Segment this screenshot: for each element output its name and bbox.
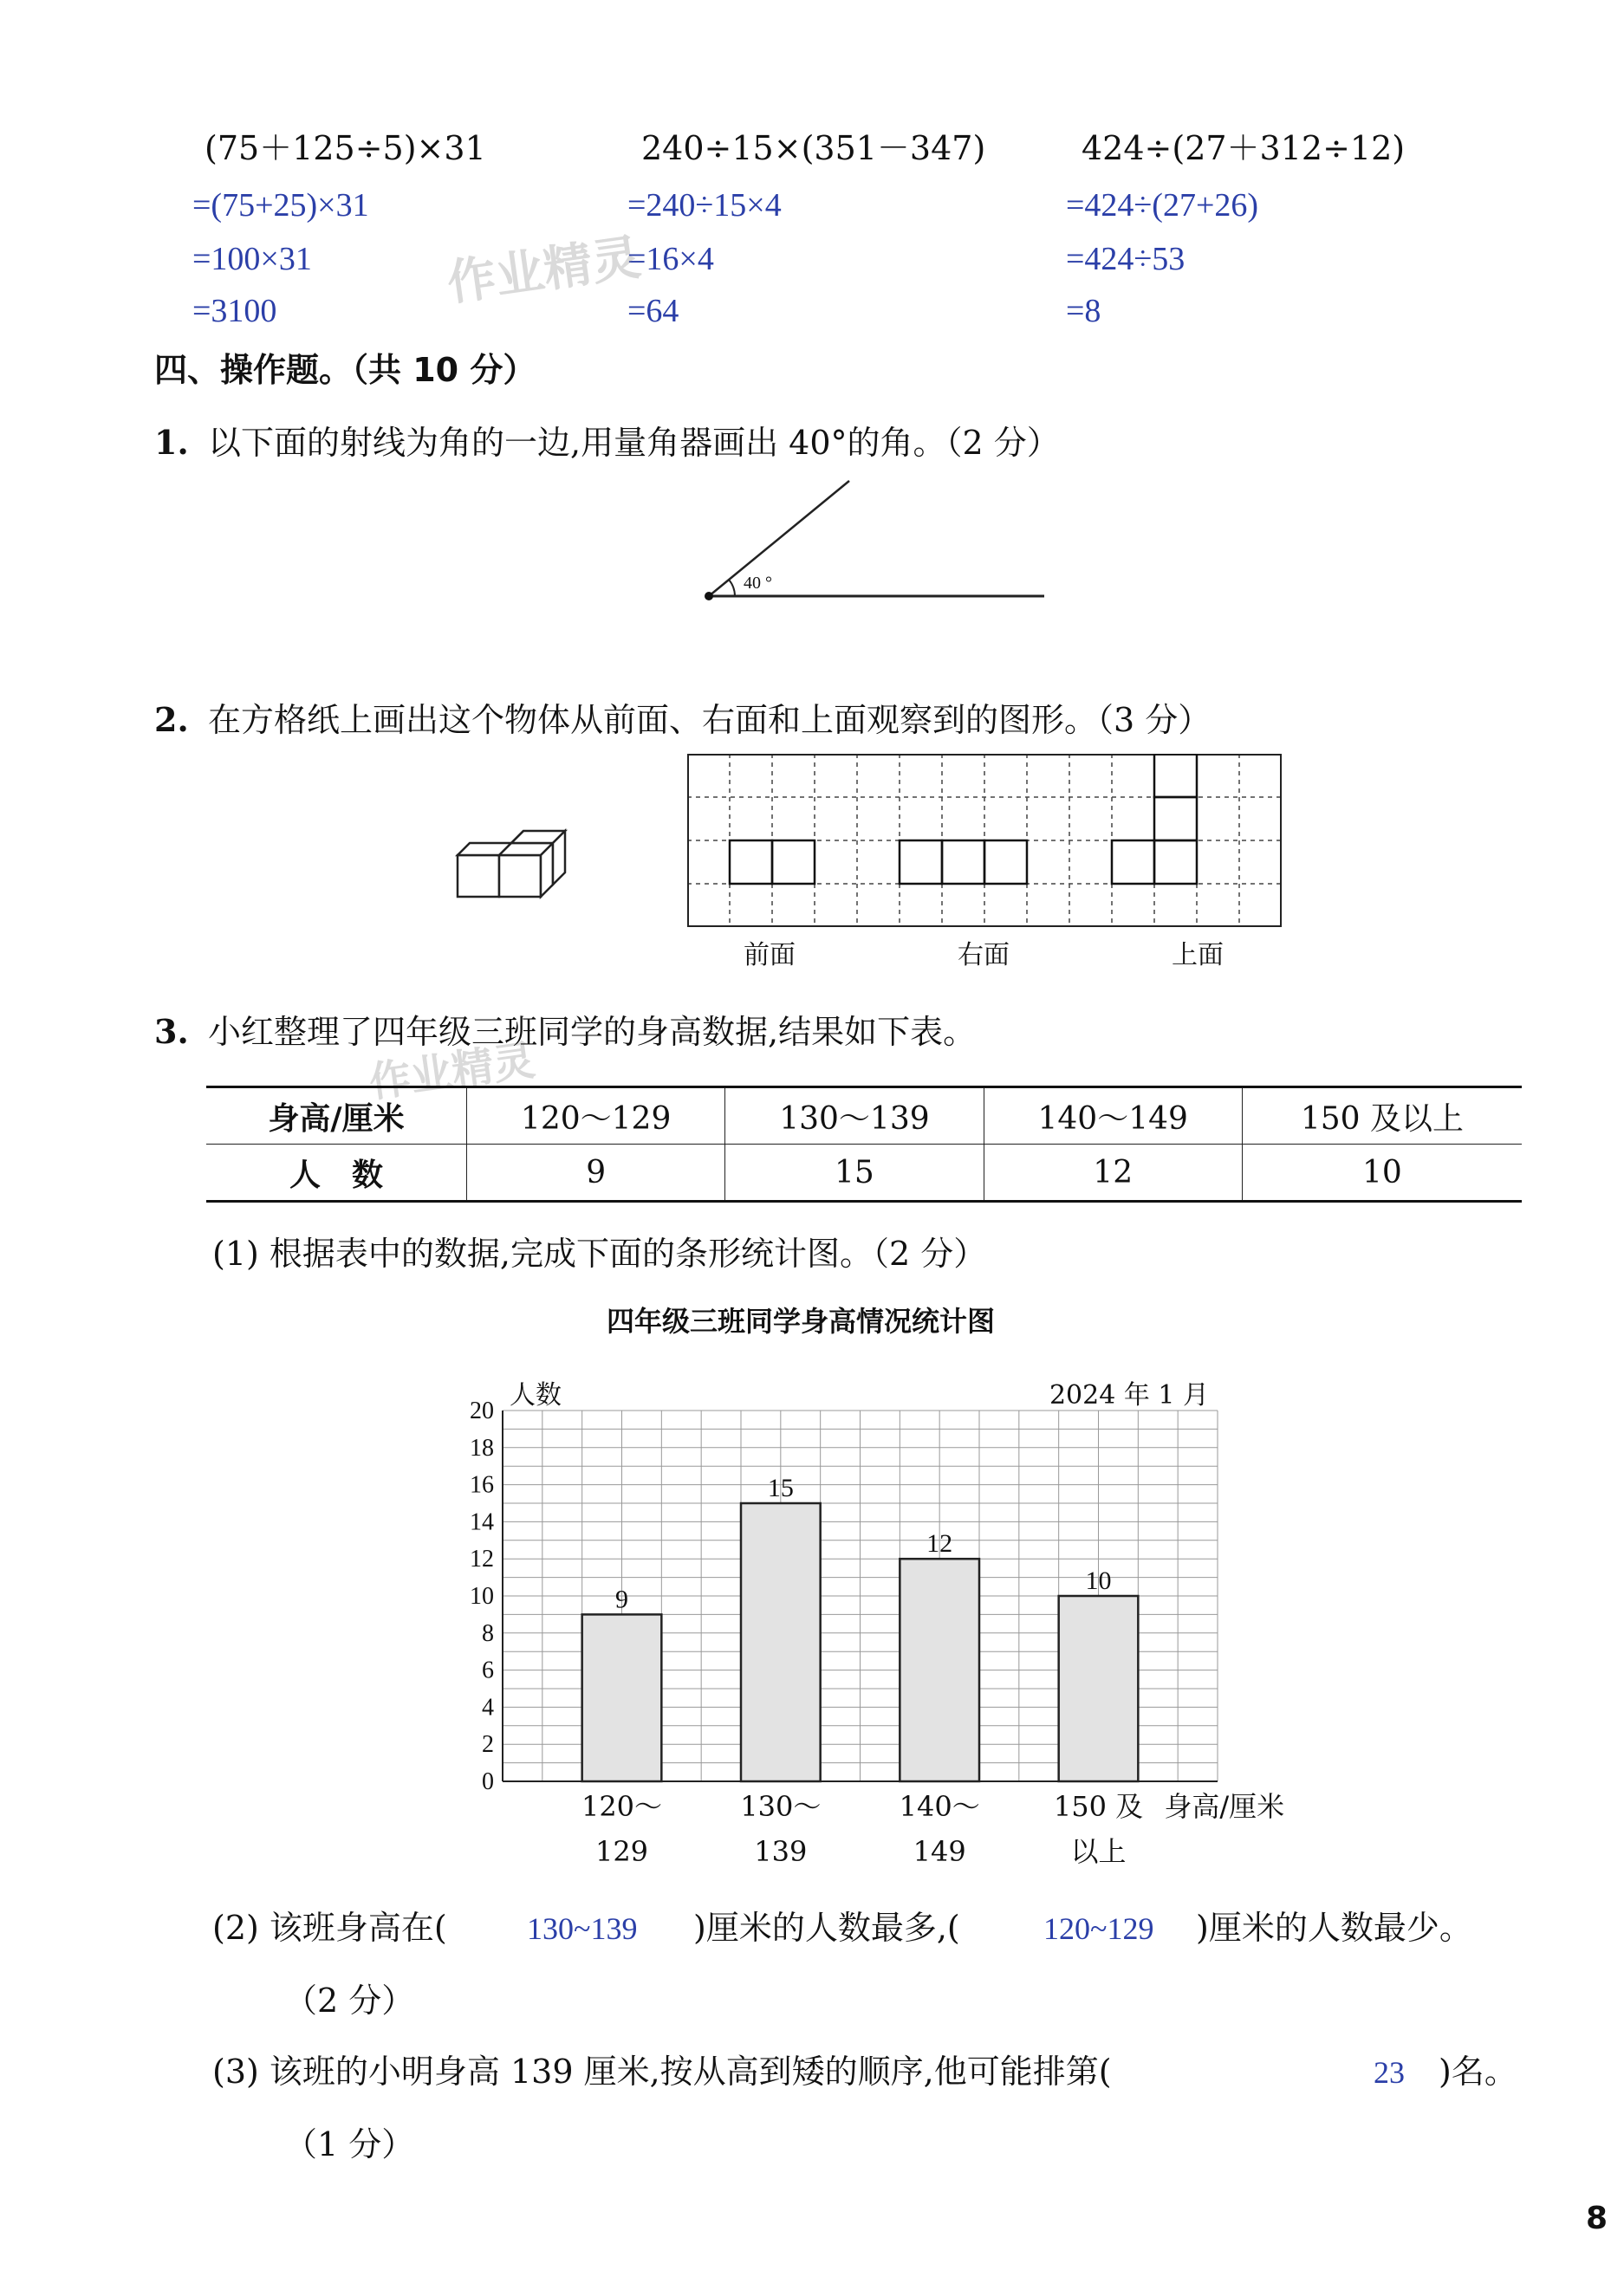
x-axis-label: 身高/厘米 xyxy=(1164,1790,1285,1823)
q2-grid-paper xyxy=(687,754,1285,931)
q3-text: 小红整理了四年级三班同学的身高数据,结果如下表。 xyxy=(208,1013,977,1051)
q3-sub2-answer-1: 130~139 xyxy=(527,1911,638,1946)
calc-3-expression: 424÷(27＋312÷12) xyxy=(1082,129,1406,167)
calc-3-step-1: =424÷(27+26) xyxy=(1066,187,1259,224)
x-category-label: 以上 xyxy=(1070,1835,1127,1868)
y-tick-label: 18 xyxy=(470,1434,494,1462)
y-tick-label: 10 xyxy=(470,1583,494,1610)
bar xyxy=(741,1503,821,1781)
q3-sub1: (1) 根据表中的数据,完成下面的条形统计图。（2 分） xyxy=(212,1235,987,1273)
table-cell: 9 xyxy=(467,1145,725,1202)
ray-40deg xyxy=(709,481,849,596)
bar-value-label: 12 xyxy=(926,1529,953,1559)
bar xyxy=(900,1559,979,1781)
chart-title: 四年级三班同学身高情况统计图 xyxy=(607,1305,996,1338)
q3-sub3-answer: 23 xyxy=(1374,2055,1405,2090)
bar xyxy=(1059,1596,1139,1781)
q1-number: 1. xyxy=(154,423,189,462)
table-row xyxy=(206,1087,1522,1145)
calc-1-step-3: =3100 xyxy=(192,293,277,329)
calc-3-step-2: =424÷53 xyxy=(1066,241,1186,277)
bar-chart xyxy=(433,1352,1387,1871)
y-tick-label: 14 xyxy=(470,1508,494,1536)
label-right: 右面 xyxy=(958,940,1010,970)
bar-value-label: 10 xyxy=(1085,1566,1112,1595)
q2-number: 2. xyxy=(154,700,189,739)
y-tick-label: 8 xyxy=(482,1619,494,1647)
height-table xyxy=(206,1086,1522,1203)
y-tick-label: 0 xyxy=(482,1768,494,1795)
q1-angle-figure xyxy=(685,472,1066,611)
q3-sub3-suffix: )名。 xyxy=(1439,2053,1517,2091)
calc-1-step-2: =100×31 xyxy=(192,241,312,277)
q3-sub2-prefix: (2) 该班身高在( xyxy=(212,1909,447,1947)
calc-1-step-1: =(75+25)×31 xyxy=(192,187,369,224)
watermark-top: 作业精灵 xyxy=(444,229,645,313)
y-tick-label: 12 xyxy=(470,1546,494,1573)
bar-value-label: 9 xyxy=(615,1585,628,1614)
x-category-label: 129 xyxy=(594,1835,649,1868)
x-category-label: 130～ xyxy=(740,1790,822,1823)
angle-arc xyxy=(729,580,735,596)
x-category-label: 149 xyxy=(913,1835,966,1868)
table-cell: 140～149 xyxy=(984,1087,1242,1145)
q3-sub2-answer-2: 120~129 xyxy=(1043,1911,1154,1946)
q3-sub3-prefix: (3) 该班的小明身高 139 厘米,按从高到矮的顺序,他可能排第( xyxy=(212,2053,1112,2091)
y-axis-label: 人数 xyxy=(510,1380,562,1411)
bar xyxy=(582,1614,662,1781)
table-cell: 12 xyxy=(984,1145,1242,1202)
table-cell: 15 xyxy=(725,1145,984,1202)
table-cell: 130～139 xyxy=(725,1087,984,1145)
calc-2-expression: 240÷15×(351－347) xyxy=(641,129,986,167)
page-number: 8 xyxy=(1586,2201,1608,2236)
calc-2-step-3: =64 xyxy=(627,293,679,329)
x-category-label: 120～ xyxy=(581,1790,663,1823)
front-view-drawing xyxy=(730,840,815,884)
angle-label: 40 ° xyxy=(744,574,772,593)
calc-2-step-2: =16×4 xyxy=(627,241,714,277)
q1-text: 以下面的射线为角的一边,用量角器画出 40°的角。（2 分） xyxy=(208,424,1060,462)
q2-text: 在方格纸上画出这个物体从前面、右面和上面观察到的图形。（3 分） xyxy=(208,701,1212,739)
q3-number: 3. xyxy=(154,1012,189,1051)
label-front: 前面 xyxy=(744,940,796,970)
right-view-drawing xyxy=(900,840,1027,884)
q3-sub2-middle: )厘米的人数最多,( xyxy=(693,1909,960,1947)
q3-sub2-points: （2 分） xyxy=(284,1981,415,2020)
label-top: 上面 xyxy=(1172,940,1224,970)
bar-value-label: 15 xyxy=(767,1474,794,1502)
table-cell: 120～129 xyxy=(467,1087,725,1145)
x-category-label: 140～ xyxy=(899,1790,980,1823)
table-cell: 150 及以上 xyxy=(1242,1087,1522,1145)
table-row-label: 人 数 xyxy=(206,1145,467,1202)
y-tick-label: 2 xyxy=(482,1731,494,1759)
calc-1-expression: (75＋125÷5)×31 xyxy=(205,129,486,167)
y-tick-label: 4 xyxy=(482,1694,494,1722)
x-category-label: 139 xyxy=(754,1835,808,1868)
x-category-label: 150 及 xyxy=(1053,1790,1144,1823)
chart-date: 2024 年 1 月 xyxy=(1049,1380,1209,1411)
y-tick-label: 6 xyxy=(482,1657,494,1684)
table-cell: 10 xyxy=(1242,1145,1522,1202)
calc-2-step-1: =240÷15×4 xyxy=(627,187,782,224)
q3-sub3-points: （1 分） xyxy=(284,2125,415,2163)
watermark-table: 作业精灵 xyxy=(366,1035,538,1108)
section-4-title: 四、操作题。（共 10 分） xyxy=(154,351,536,389)
table-row xyxy=(206,1145,1522,1202)
y-tick-label: 16 xyxy=(470,1471,494,1499)
q3-sub2-suffix: )厘米的人数最少。 xyxy=(1196,1909,1472,1947)
angle-vertex xyxy=(705,592,713,600)
q2-3d-object xyxy=(451,819,581,905)
table-header-label: 身高/厘米 xyxy=(206,1087,467,1145)
y-tick-label: 20 xyxy=(470,1398,494,1424)
top-view-drawing xyxy=(1112,754,1197,884)
calc-3-step-3: =8 xyxy=(1066,293,1101,329)
